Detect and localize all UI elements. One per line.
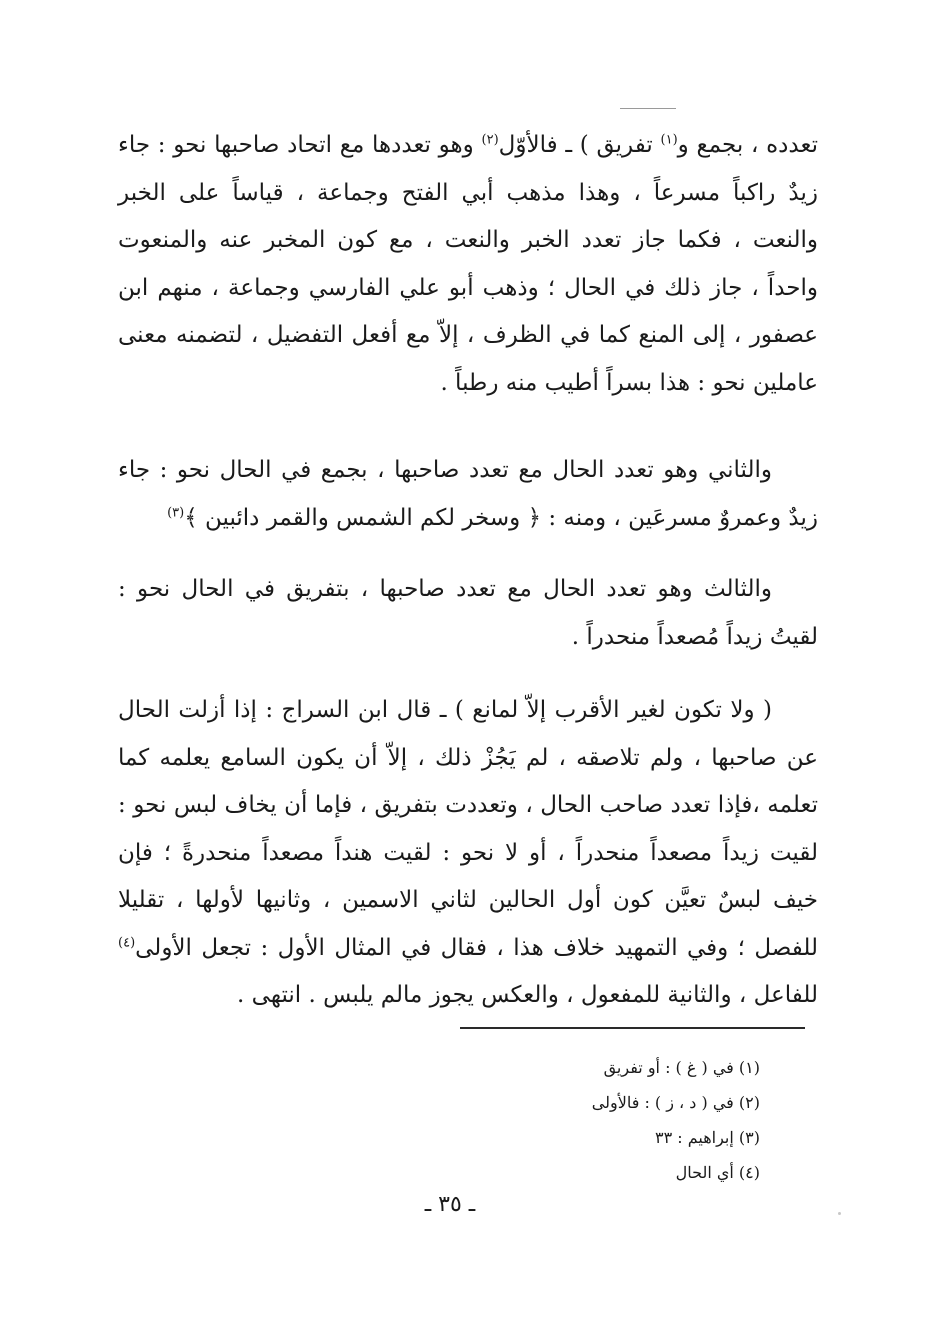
footnote-ref-2: (٢) [481, 132, 499, 148]
page-number: ـ ٣٥ ـ [424, 1192, 476, 1217]
paragraph-3 [118, 566, 818, 661]
footnote-ref-1: (١) [660, 132, 678, 148]
text-run: والثالث وهو تعدد الحال مع تعدد صاحبها ، بتفريق في الحال نحو : لقيتُ زيداً مُصعداً منحدراً . [118, 576, 818, 650]
footnote-ref-3: (٣) [167, 504, 185, 520]
footnote-3: (٣) إبراهيم : ٣٣ [654, 1128, 760, 1147]
footnote-4: (٤) أي الحال [675, 1163, 760, 1182]
footnote-ref-4: (٤) [118, 934, 136, 950]
paragraph-1 [118, 122, 818, 407]
text-run: للفاعل ، والثانية للمفعول ، والعكس يجوز مالم يلبس . انتهى . [237, 982, 818, 1008]
text-run: تفريق ) ـ فالأوّل [498, 132, 661, 158]
text-run: ( ولا تكون لغير الأقرب إلاّ لمانع ) ـ قال ابن السراج : إذا أزلت الحال عن صاحبها ، ولم تلاصقه ، لم يَجُزْ ذلك ، إلاّ أن يكون السامع يعلمه كما تعلمه ،فإذا تعدد صاحب الحال ، وتعددت بتفريق ، فإما أن يخاف لبس نحو : لقيت زيداً مصعداً منحدراً ، أو لا نحو : لقيت هنداً مصعداً منحدرةً ؛ فإن خيف لبسٌ تعيَّن كون أول الحالين لثاني الاسمين ، وثانيها لأولها ، تقليلا للفصل ؛ وفي التمهيد خلاف هذا ، فقال في المثال الأول : تجعل الأولى [118, 697, 818, 961]
scan-dot [838, 1212, 841, 1215]
text-run: وهو تعددها مع اتحاد صاحبها نحو : جاء زيدٌ راكباً مسرعاً ، وهذا مذهب أبي الفتح وجماعة ، قياساً على الخبر والنعت ، فكما جاز تعدد الخبر والنعت ، مع كون المخبر عنه والمنعوت واحداً ، جاز ذلك في الحال ؛ وذهب أبو علي الفارسي وجماعة ، منهم ابن عصفور ، إلى المنع كما في الظرف ، إلاّ مع أفعل التفضيل ، لتضمنه معنى عاملين نحو : هذا بسراً أطيب منه رطباً . [118, 132, 818, 396]
text-run: والثاني وهو تعدد الحال مع تعدد صاحبها ، بجمع في الحال نحو : جاء زيدٌ وعمروٌ مسرعَين ، ومنه : ﴿ وسخر لكم الشمس والقمر دائبين ﴾ [118, 457, 818, 531]
paragraph-4 [118, 687, 818, 1020]
footnote-2: (٢) في ( د ، ز ) : فالأولى [591, 1093, 760, 1112]
footnotes [460, 1050, 760, 1190]
footnote-divider [460, 1027, 805, 1029]
text-run: تعدده ، بجمع و [677, 132, 818, 158]
main-text [118, 122, 818, 1020]
paragraph-2 [118, 447, 818, 542]
top-scan-mark [620, 108, 676, 109]
footnote-1: (١) في ( غ ) : أو تفريق [603, 1058, 760, 1077]
